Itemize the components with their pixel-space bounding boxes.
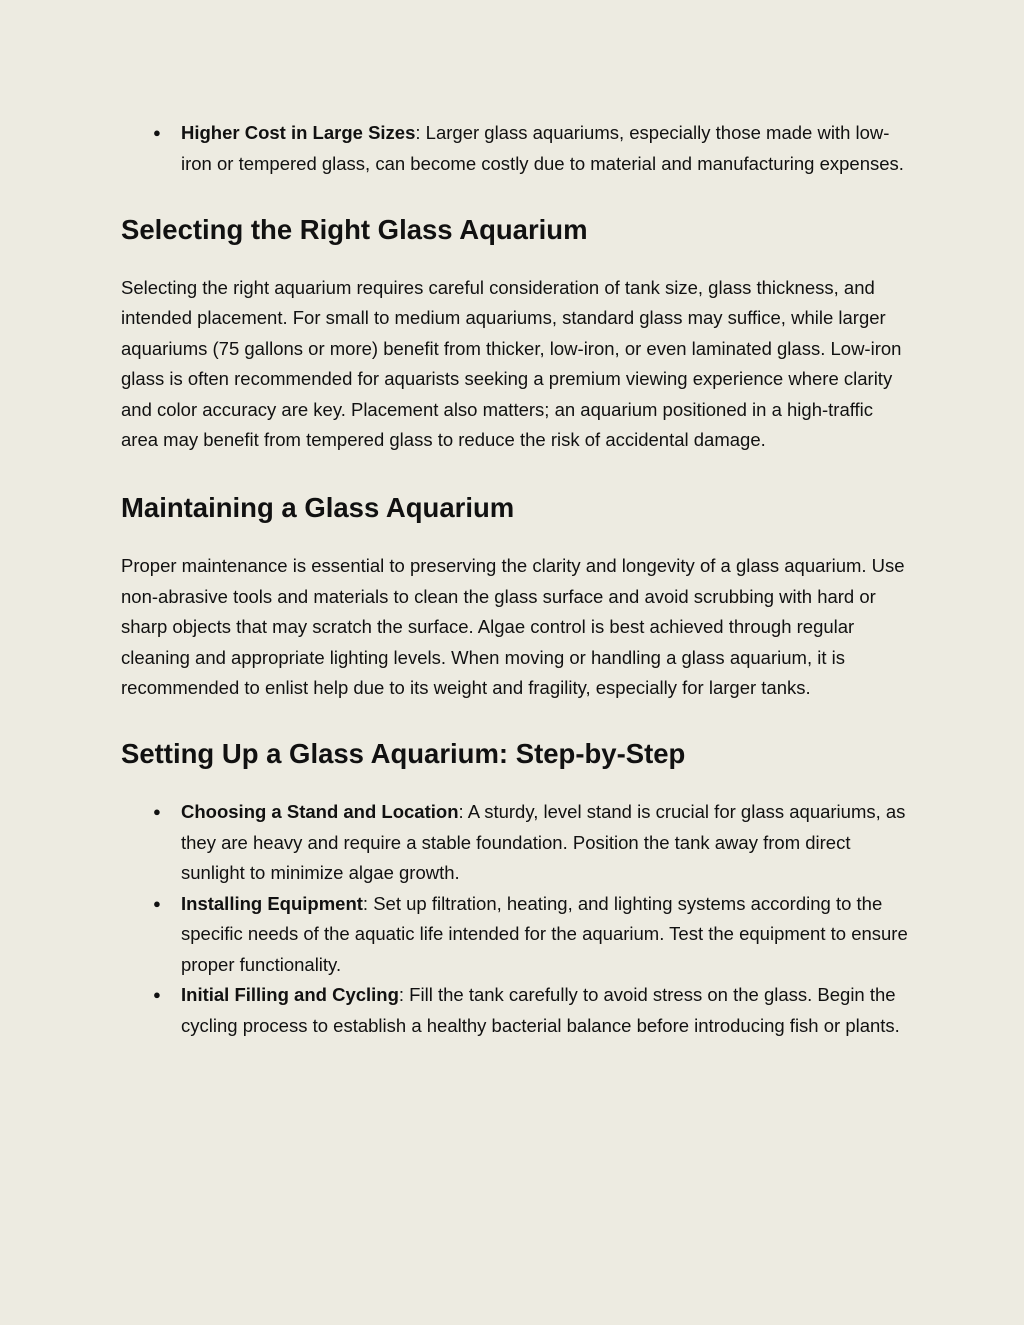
section-paragraph-maintaining: Proper maintenance is essential to preserving the clarity and longevity of a glass aquarium. Use non-abrasive tools and materials to clean the glass surface and avoid scrubbing with hard or sharp objects that may scratch the surface. Algae control is best achieved through regular cleaning and appropriate lighting levels. When moving or handling a glass aquarium, it is recommended to enlist help due to its weight and fragility, especially for larger tanks. (121, 555, 905, 699)
bullet-icon: ● (153, 125, 161, 140)
cost-bullet-list (121, 118, 908, 179)
bullet-icon: ● (153, 804, 161, 820)
list-item-term: Higher Cost in Large Sizes (181, 122, 416, 143)
list-item (121, 797, 908, 889)
section-heading-setting-up: Setting Up a Glass Aquarium: Step-by-Step (121, 738, 686, 770)
section-paragraph-selecting: Selecting the right aquarium requires careful consideration of tank size, glass thickness, and intended placement. For small to medium aquariums, standard glass may suffice, while larger aquariums (75 gallons or more) benefit from thicker, low-iron, or even laminated glass. Low-iron glass is often recommended for aquarists seeking a premium viewing experience where clarity and color accuracy are key. Placement also matters; an aquarium positioned in a high-traffic area may benefit from tempered glass to reduce the risk of accidental damage. (121, 277, 902, 451)
bullet-icon: ● (153, 895, 161, 911)
bullet-icon: ● (153, 987, 161, 1003)
list-item-term: Initial Filling and Cycling (181, 984, 399, 1006)
list-item-term: Choosing a Stand and Location (181, 801, 459, 823)
setup-steps-list (121, 797, 908, 1041)
list-item (121, 118, 908, 179)
list-item-text: : Set up filtration, heating, and lighting systems according to the specific needs of the aquatic life intended for the aquarium. Test the equipment to ensure proper functionality. (181, 892, 908, 975)
list-item-text: : Larger glass aquariums, especially those made with low-iron or tempered glass, can become costly due to material and manufacturing expenses. (181, 122, 904, 174)
list-item-term: Installing Equipment (181, 892, 363, 914)
list-item-text: : A sturdy, level stand is crucial for glass aquariums, as they are heavy and require a stable foundation. Position the tank away from direct sunlight to minimize algae growth. (181, 801, 906, 884)
list-item-text: : Fill the tank carefully to avoid stress on the glass. Begin the cycling process to establish a healthy bacterial balance before introducing fish or plants. (181, 984, 900, 1036)
list-item (121, 889, 908, 981)
section-heading-selecting: Selecting the Right Glass Aquarium (121, 214, 588, 245)
list-item (121, 980, 908, 1041)
section-heading-maintaining: Maintaining a Glass Aquarium (121, 492, 515, 524)
